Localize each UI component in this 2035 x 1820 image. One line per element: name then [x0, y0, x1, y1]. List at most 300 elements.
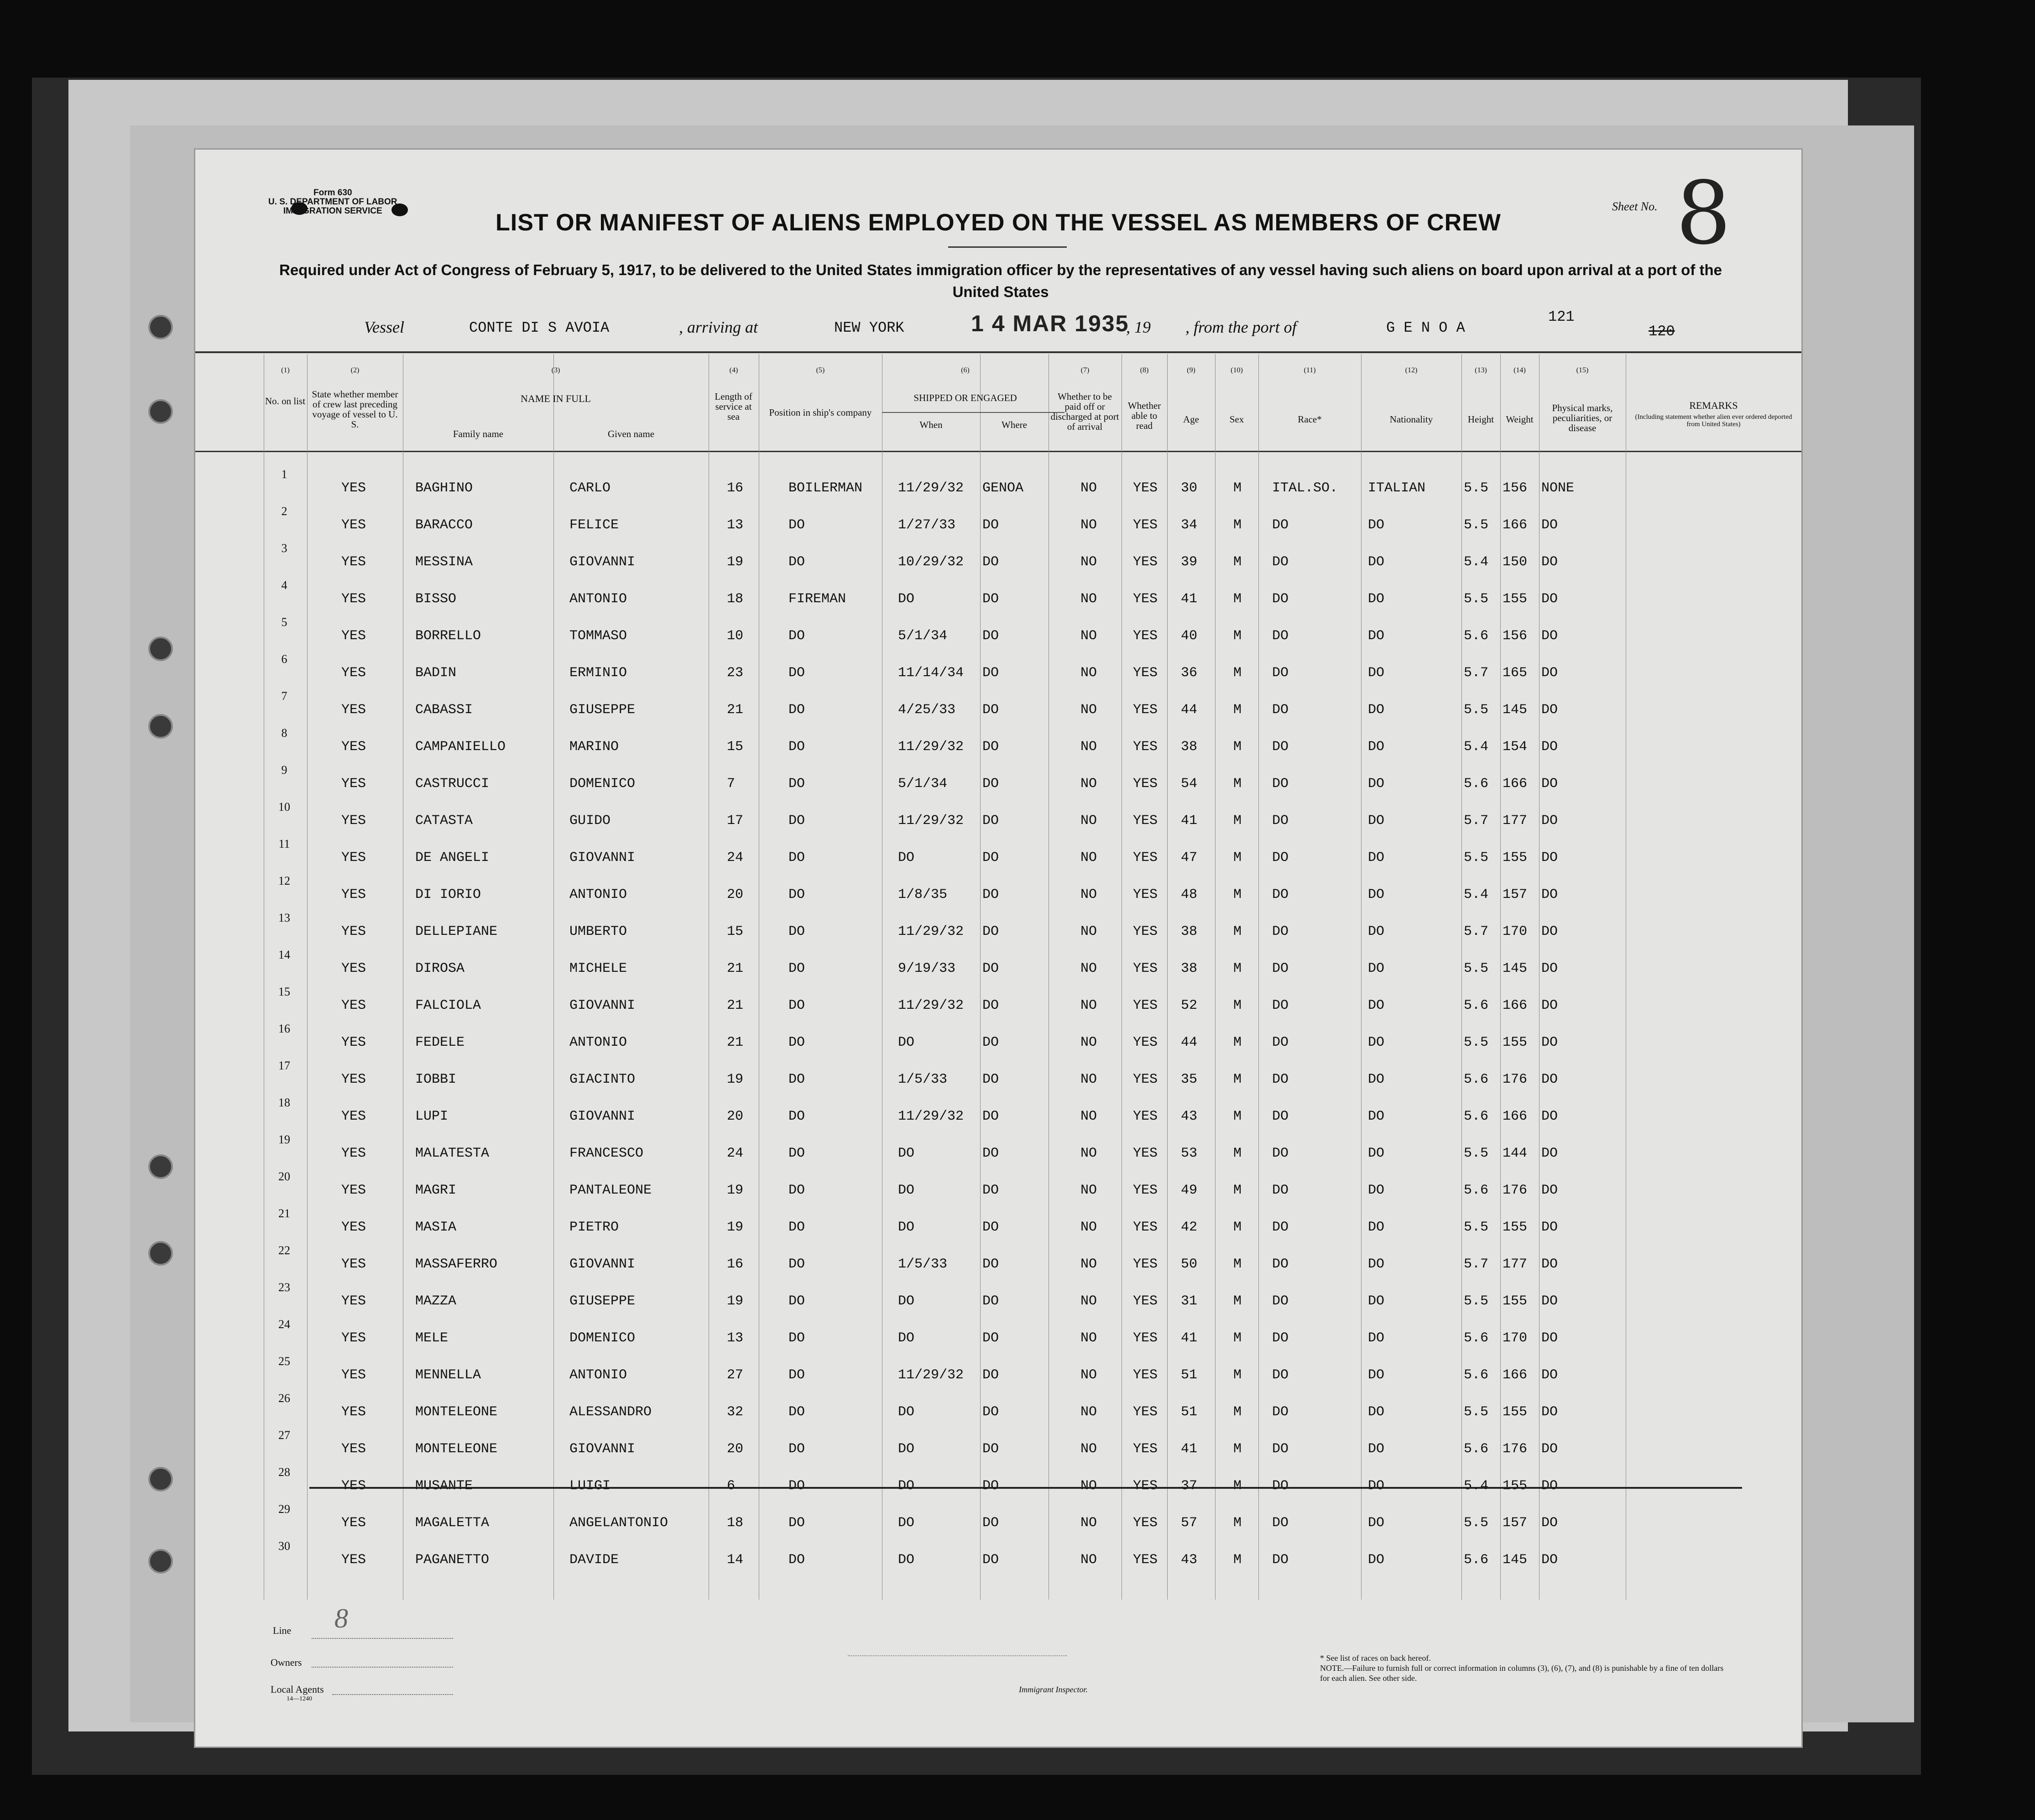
when-cell: 5/1/34: [898, 628, 948, 644]
age-cell: 39: [1181, 554, 1198, 570]
sex-cell: M: [1233, 1146, 1242, 1161]
height-cell: 5.4: [1464, 554, 1489, 570]
race-cell: DO: [1272, 702, 1289, 718]
nationality-cell: DO: [1368, 1330, 1385, 1346]
row-number: 8: [281, 726, 287, 740]
weight-cell: 155: [1503, 850, 1528, 866]
age-cell: 53: [1181, 1146, 1198, 1161]
weight-cell: 177: [1503, 1257, 1528, 1272]
age-cell: 38: [1181, 924, 1198, 939]
nationality-cell: DO: [1368, 1072, 1385, 1087]
arrival-port: NEW YORK: [834, 319, 904, 336]
line-field: [312, 1638, 453, 1639]
column-divider: [1801, 354, 1802, 1600]
paid-off-cell: NO: [1080, 1478, 1097, 1494]
header-weight: Weight: [1506, 414, 1534, 425]
header-physical: Physical marks, peculiarities, or disease: [1552, 402, 1613, 433]
when-cell: DO: [898, 1441, 915, 1457]
sex-cell: M: [1233, 628, 1242, 644]
age-cell: 44: [1181, 1035, 1198, 1050]
state-cell: YES: [341, 1220, 366, 1235]
col-number: (4): [729, 366, 738, 374]
race-cell: DO: [1272, 1146, 1289, 1161]
length-cell: 19: [727, 1220, 744, 1235]
read-cell: YES: [1133, 665, 1158, 681]
nationality-cell: DO: [1368, 924, 1385, 939]
length-cell: 18: [727, 591, 744, 607]
height-cell: 5.5: [1464, 591, 1489, 607]
length-cell: 15: [727, 739, 744, 755]
row-number: 1: [281, 468, 287, 481]
sex-cell: M: [1233, 554, 1242, 570]
when-cell: DO: [898, 1220, 915, 1235]
row-number: 26: [278, 1392, 290, 1405]
inspector-label: Immigrant Inspector.: [1019, 1685, 1088, 1694]
sex-cell: M: [1233, 739, 1242, 755]
weight-cell: 156: [1503, 480, 1528, 496]
given-name-cell: PIETRO: [569, 1220, 619, 1235]
weight-cell: 154: [1503, 739, 1528, 755]
race-cell: DO: [1272, 517, 1289, 533]
nationality-cell: ITALIAN: [1368, 480, 1426, 496]
physical-cell: DO: [1541, 1293, 1558, 1309]
state-cell: YES: [341, 1257, 366, 1272]
nationality-cell: DO: [1368, 776, 1385, 792]
age-cell: 49: [1181, 1183, 1198, 1198]
sex-cell: M: [1233, 1257, 1242, 1272]
given-name-cell: FRANCESCO: [569, 1146, 644, 1161]
header-length: Length of service at sea: [715, 391, 752, 422]
state-cell: YES: [341, 1404, 366, 1420]
sex-cell: M: [1233, 1035, 1242, 1050]
given-name-cell: ANTONIO: [569, 887, 627, 902]
row-number: 9: [281, 763, 287, 777]
agents-field: [332, 1694, 453, 1695]
where-cell: DO: [982, 1183, 999, 1198]
column-divider: [1258, 354, 1259, 1600]
family-name-cell: CAMPANIELLO: [415, 739, 506, 755]
where-cell: DO: [982, 998, 999, 1013]
paid-off-cell: NO: [1080, 480, 1097, 496]
weight-cell: 166: [1503, 998, 1528, 1013]
given-name-cell: GIUSEPPE: [569, 1293, 636, 1309]
header-given-name: Given name: [607, 428, 655, 439]
position-cell: DO: [788, 1330, 805, 1346]
given-name-cell: GIOVANNI: [569, 554, 636, 570]
where-cell: DO: [982, 591, 999, 607]
read-cell: YES: [1133, 702, 1158, 718]
row-number: 23: [278, 1281, 290, 1294]
height-cell: 5.5: [1464, 1220, 1489, 1235]
paid-off-cell: NO: [1080, 517, 1097, 533]
where-cell: DO: [982, 1330, 999, 1346]
col-number: (3): [551, 366, 560, 374]
col-number: (10): [1231, 366, 1243, 374]
col-number: (1): [281, 366, 290, 374]
given-name-cell: ANTONIO: [569, 1367, 627, 1383]
age-cell: 41: [1181, 1330, 1198, 1346]
given-name-cell: PANTALEONE: [569, 1183, 652, 1198]
family-name-cell: IOBBI: [415, 1072, 457, 1087]
age-cell: 38: [1181, 739, 1198, 755]
family-name-cell: BISSO: [415, 591, 457, 607]
read-cell: YES: [1133, 1367, 1158, 1383]
read-cell: YES: [1133, 1515, 1158, 1531]
length-cell: 20: [727, 1441, 744, 1457]
weight-cell: 150: [1503, 554, 1528, 570]
where-cell: DO: [982, 1146, 999, 1161]
header-remarks: REMARKS: [1689, 400, 1738, 411]
where-cell: DO: [982, 1515, 999, 1531]
when-cell: DO: [898, 1293, 915, 1309]
paid-off-cell: NO: [1080, 776, 1097, 792]
family-name-cell: BAGHINO: [415, 480, 473, 496]
nationality-cell: DO: [1368, 554, 1385, 570]
family-name-cell: DELLEPIANE: [415, 924, 498, 939]
length-cell: 21: [727, 961, 744, 976]
physical-cell: DO: [1541, 517, 1558, 533]
state-cell: YES: [341, 665, 366, 681]
state-cell: YES: [341, 1146, 366, 1161]
when-cell: 1/5/33: [898, 1257, 948, 1272]
age-cell: 48: [1181, 887, 1198, 902]
length-cell: 16: [727, 1257, 744, 1272]
position-cell: DO: [788, 1441, 805, 1457]
weight-cell: 157: [1503, 887, 1528, 902]
height-cell: 5.7: [1464, 1257, 1489, 1272]
row-number: 2: [281, 505, 287, 518]
header-shipped: SHIPPED OR ENGAGED: [913, 392, 1017, 403]
sex-cell: M: [1233, 1367, 1242, 1383]
race-cell: DO: [1272, 961, 1289, 976]
footer-line-label: Line: [273, 1625, 292, 1636]
when-cell: 11/29/32: [898, 1109, 964, 1124]
physical-cell: DO: [1541, 739, 1558, 755]
where-cell: DO: [982, 1441, 999, 1457]
family-name-cell: DI IORIO: [415, 887, 481, 902]
race-cell: DO: [1272, 850, 1289, 866]
where-cell: DO: [982, 702, 999, 718]
sex-cell: M: [1233, 924, 1242, 939]
weight-cell: 170: [1503, 1330, 1528, 1346]
weight-cell: 155: [1503, 1035, 1528, 1050]
when-cell: 9/19/33: [898, 961, 956, 976]
when-cell: 11/29/32: [898, 998, 964, 1013]
nationality-cell: DO: [1368, 1146, 1385, 1161]
paid-off-cell: NO: [1080, 1330, 1097, 1346]
length-cell: 14: [727, 1552, 744, 1568]
read-cell: YES: [1133, 1478, 1158, 1494]
when-cell: DO: [898, 1404, 915, 1420]
family-name-cell: MONTELEONE: [415, 1441, 498, 1457]
given-name-cell: GIOVANNI: [569, 998, 636, 1013]
length-cell: 24: [727, 1146, 744, 1161]
when-cell: DO: [898, 1552, 915, 1568]
position-cell: DO: [788, 1257, 805, 1272]
row-number: 15: [278, 985, 290, 998]
page-subtitle: Required under Act of Congress of February 5, 1917, to be delivered to the United States immigration officer by the representatives of any vessel having such aliens on board upon arrival at a port of the United States: [279, 261, 1722, 300]
height-cell: 5.4: [1464, 1478, 1489, 1494]
vessel-name: CONTE DI S AVOIA: [469, 319, 610, 336]
position-cell: FIREMAN: [788, 591, 846, 607]
nationality-cell: DO: [1368, 1257, 1385, 1272]
weight-cell: 166: [1503, 517, 1528, 533]
where-cell: DO: [982, 1035, 999, 1050]
sex-cell: M: [1233, 665, 1242, 681]
physical-cell: DO: [1541, 1109, 1558, 1124]
length-cell: 20: [727, 1109, 744, 1124]
length-cell: 10: [727, 628, 744, 644]
height-cell: 5.6: [1464, 628, 1489, 644]
state-cell: YES: [341, 1293, 366, 1309]
nationality-cell: DO: [1368, 850, 1385, 866]
family-name-cell: FALCIOLA: [415, 998, 481, 1013]
header-family-name: Family name: [453, 428, 504, 439]
weight-cell: 176: [1503, 1441, 1528, 1457]
family-name-cell: DE ANGELI: [415, 850, 490, 866]
height-cell: 5.4: [1464, 887, 1489, 902]
given-name-cell: GUIDO: [569, 813, 611, 829]
age-cell: 54: [1181, 776, 1198, 792]
handwritten-mark: 8: [334, 1603, 348, 1633]
family-name-cell: MAGALETTA: [415, 1515, 490, 1531]
family-name-cell: BARACCO: [415, 517, 473, 533]
length-cell: 16: [727, 480, 744, 496]
weight-cell: 170: [1503, 924, 1528, 939]
read-cell: YES: [1133, 739, 1158, 755]
paid-off-cell: NO: [1080, 554, 1097, 570]
race-cell: DO: [1272, 665, 1289, 681]
sex-cell: M: [1233, 702, 1242, 718]
paid-off-cell: NO: [1080, 1515, 1097, 1531]
race-cell: ITAL.SO.: [1272, 480, 1338, 496]
given-name-cell: GIOVANNI: [569, 1109, 636, 1124]
weight-cell: 166: [1503, 776, 1528, 792]
read-cell: YES: [1133, 1257, 1158, 1272]
length-cell: 7: [727, 776, 736, 792]
given-name-cell: UMBERTO: [569, 924, 627, 939]
when-cell: 11/29/32: [898, 1367, 964, 1383]
age-cell: 31: [1181, 1293, 1198, 1309]
row-number: 7: [281, 689, 287, 703]
col-number: (9): [1187, 366, 1195, 374]
state-cell: YES: [341, 850, 366, 866]
read-cell: YES: [1133, 1183, 1158, 1198]
when-cell: 1/8/35: [898, 887, 948, 902]
read-cell: YES: [1133, 961, 1158, 976]
read-cell: YES: [1133, 813, 1158, 829]
nationality-cell: DO: [1368, 739, 1385, 755]
nationality-cell: DO: [1368, 665, 1385, 681]
read-cell: YES: [1133, 1293, 1158, 1309]
sex-cell: M: [1233, 1293, 1242, 1309]
position-cell: DO: [788, 1146, 805, 1161]
sex-cell: M: [1233, 1183, 1242, 1198]
where-cell: DO: [982, 887, 999, 902]
given-name-cell: FELICE: [569, 517, 619, 533]
col-number: (15): [1576, 366, 1589, 374]
length-cell: 13: [727, 1330, 744, 1346]
length-cell: 24: [727, 850, 744, 866]
weight-cell: 156: [1503, 628, 1528, 644]
family-name-cell: CATASTA: [415, 813, 473, 829]
when-cell: 11/29/32: [898, 813, 964, 829]
height-cell: 5.6: [1464, 998, 1489, 1013]
height-cell: 5.6: [1464, 1367, 1489, 1383]
nationality-cell: DO: [1368, 1515, 1385, 1531]
family-name-cell: MELE: [415, 1330, 449, 1346]
binder-hole: [148, 1549, 173, 1574]
age-cell: 40: [1181, 628, 1198, 644]
given-name-cell: MICHELE: [569, 961, 627, 976]
state-cell: YES: [341, 591, 366, 607]
footer-agents-label: Local Agents: [271, 1684, 324, 1695]
position-cell: DO: [788, 517, 805, 533]
state-cell: YES: [341, 1330, 366, 1346]
from-port-label: , from the port of: [1185, 318, 1297, 336]
paid-off-cell: NO: [1080, 702, 1097, 718]
height-cell: 5.5: [1464, 1146, 1489, 1161]
sex-cell: M: [1233, 1404, 1242, 1420]
paid-off-cell: NO: [1080, 1183, 1097, 1198]
read-cell: YES: [1133, 480, 1158, 496]
when-cell: 4/25/33: [898, 702, 956, 718]
sex-cell: M: [1233, 1072, 1242, 1087]
read-cell: YES: [1133, 998, 1158, 1013]
physical-cell: DO: [1541, 1367, 1558, 1383]
header-where: Where: [1002, 419, 1027, 430]
extra-number: 121: [1548, 308, 1575, 325]
length-cell: 19: [727, 554, 744, 570]
state-cell: YES: [341, 517, 366, 533]
read-cell: YES: [1133, 850, 1158, 866]
read-cell: YES: [1133, 1109, 1158, 1124]
family-name-cell: BORRELLO: [415, 628, 481, 644]
title-divider: [948, 246, 1067, 248]
weight-cell: 155: [1503, 1293, 1528, 1309]
read-cell: YES: [1133, 1072, 1158, 1087]
binder-hole: [148, 714, 173, 739]
when-cell: 11/29/32: [898, 480, 964, 496]
paid-off-cell: NO: [1080, 1552, 1097, 1568]
position-cell: DO: [788, 813, 805, 829]
position-cell: DO: [788, 924, 805, 939]
owners-field: [312, 1667, 453, 1668]
when-cell: 11/29/32: [898, 924, 964, 939]
height-cell: 5.6: [1464, 776, 1489, 792]
length-cell: 6: [727, 1478, 736, 1494]
position-cell: DO: [788, 628, 805, 644]
state-cell: YES: [341, 1109, 366, 1124]
where-cell: DO: [982, 1293, 999, 1309]
read-cell: YES: [1133, 924, 1158, 939]
row-number: 12: [278, 874, 290, 887]
where-cell: DO: [982, 850, 999, 866]
when-cell: DO: [898, 850, 915, 866]
header-race: Race*: [1298, 414, 1322, 425]
race-cell: DO: [1272, 1552, 1289, 1568]
where-cell: DO: [982, 1072, 999, 1087]
state-cell: YES: [341, 1552, 366, 1568]
race-cell: DO: [1272, 1367, 1289, 1383]
height-cell: 5.5: [1464, 702, 1489, 718]
arriving-label: , arriving at: [679, 318, 758, 336]
state-cell: YES: [341, 1441, 366, 1457]
header-position: Position in ship's company: [769, 407, 872, 418]
when-cell: DO: [898, 1183, 915, 1198]
paid-off-cell: NO: [1080, 628, 1097, 644]
where-cell: DO: [982, 739, 999, 755]
sex-cell: M: [1233, 480, 1242, 496]
weight-cell: 145: [1503, 702, 1528, 718]
physical-cell: DO: [1541, 1183, 1558, 1198]
given-name-cell: ANTONIO: [569, 1035, 627, 1050]
row-number: 22: [278, 1244, 290, 1257]
position-cell: DO: [788, 1293, 805, 1309]
physical-cell: DO: [1541, 924, 1558, 939]
state-cell: YES: [341, 961, 366, 976]
where-cell: DO: [982, 924, 999, 939]
row-number: 6: [281, 652, 287, 666]
family-name-cell: CABASSI: [415, 702, 473, 718]
age-cell: 51: [1181, 1404, 1198, 1420]
when-cell: 11/29/32: [898, 739, 964, 755]
shipped-subrule: [882, 412, 1064, 413]
row-number: 13: [278, 911, 290, 924]
nationality-cell: DO: [1368, 702, 1385, 718]
height-cell: 5.6: [1464, 1441, 1489, 1457]
length-cell: 23: [727, 665, 744, 681]
nationality-cell: DO: [1368, 628, 1385, 644]
physical-cell: DO: [1541, 813, 1558, 829]
weight-cell: 155: [1503, 1478, 1528, 1494]
weight-cell: 176: [1503, 1072, 1528, 1087]
where-cell: DO: [982, 776, 999, 792]
race-cell: DO: [1272, 1404, 1289, 1420]
row-number: 28: [278, 1465, 290, 1479]
strike-through-line: [309, 1487, 1742, 1489]
position-cell: DO: [788, 554, 805, 570]
physical-cell: DO: [1541, 591, 1558, 607]
physical-cell: NONE: [1541, 480, 1575, 496]
weight-cell: 166: [1503, 1109, 1528, 1124]
column-divider: [1461, 354, 1462, 1600]
row-number: 24: [278, 1318, 290, 1331]
when-cell: 5/1/34: [898, 776, 948, 792]
footer-agents-code: 14—1240: [287, 1695, 312, 1702]
weight-cell: 144: [1503, 1146, 1528, 1161]
paid-off-cell: NO: [1080, 1257, 1097, 1272]
position-cell: DO: [788, 1109, 805, 1124]
read-cell: YES: [1133, 1146, 1158, 1161]
header-nationality: Nationality: [1389, 414, 1433, 425]
nationality-cell: DO: [1368, 1035, 1385, 1050]
row-number: 5: [281, 615, 287, 629]
table-top-rule: [195, 351, 1801, 353]
where-cell: DO: [982, 1367, 999, 1383]
header-able-to-read: Whether able to read: [1127, 400, 1161, 431]
row-number: 19: [278, 1133, 290, 1146]
where-cell: DO: [982, 1109, 999, 1124]
state-cell: YES: [341, 628, 366, 644]
position-cell: DO: [788, 1220, 805, 1235]
header-no-on-list: No. on list: [265, 396, 306, 407]
family-name-cell: MAGRI: [415, 1183, 457, 1198]
where-cell: DO: [982, 813, 999, 829]
physical-cell: DO: [1541, 702, 1558, 718]
state-cell: YES: [341, 739, 366, 755]
nationality-cell: DO: [1368, 1478, 1385, 1494]
